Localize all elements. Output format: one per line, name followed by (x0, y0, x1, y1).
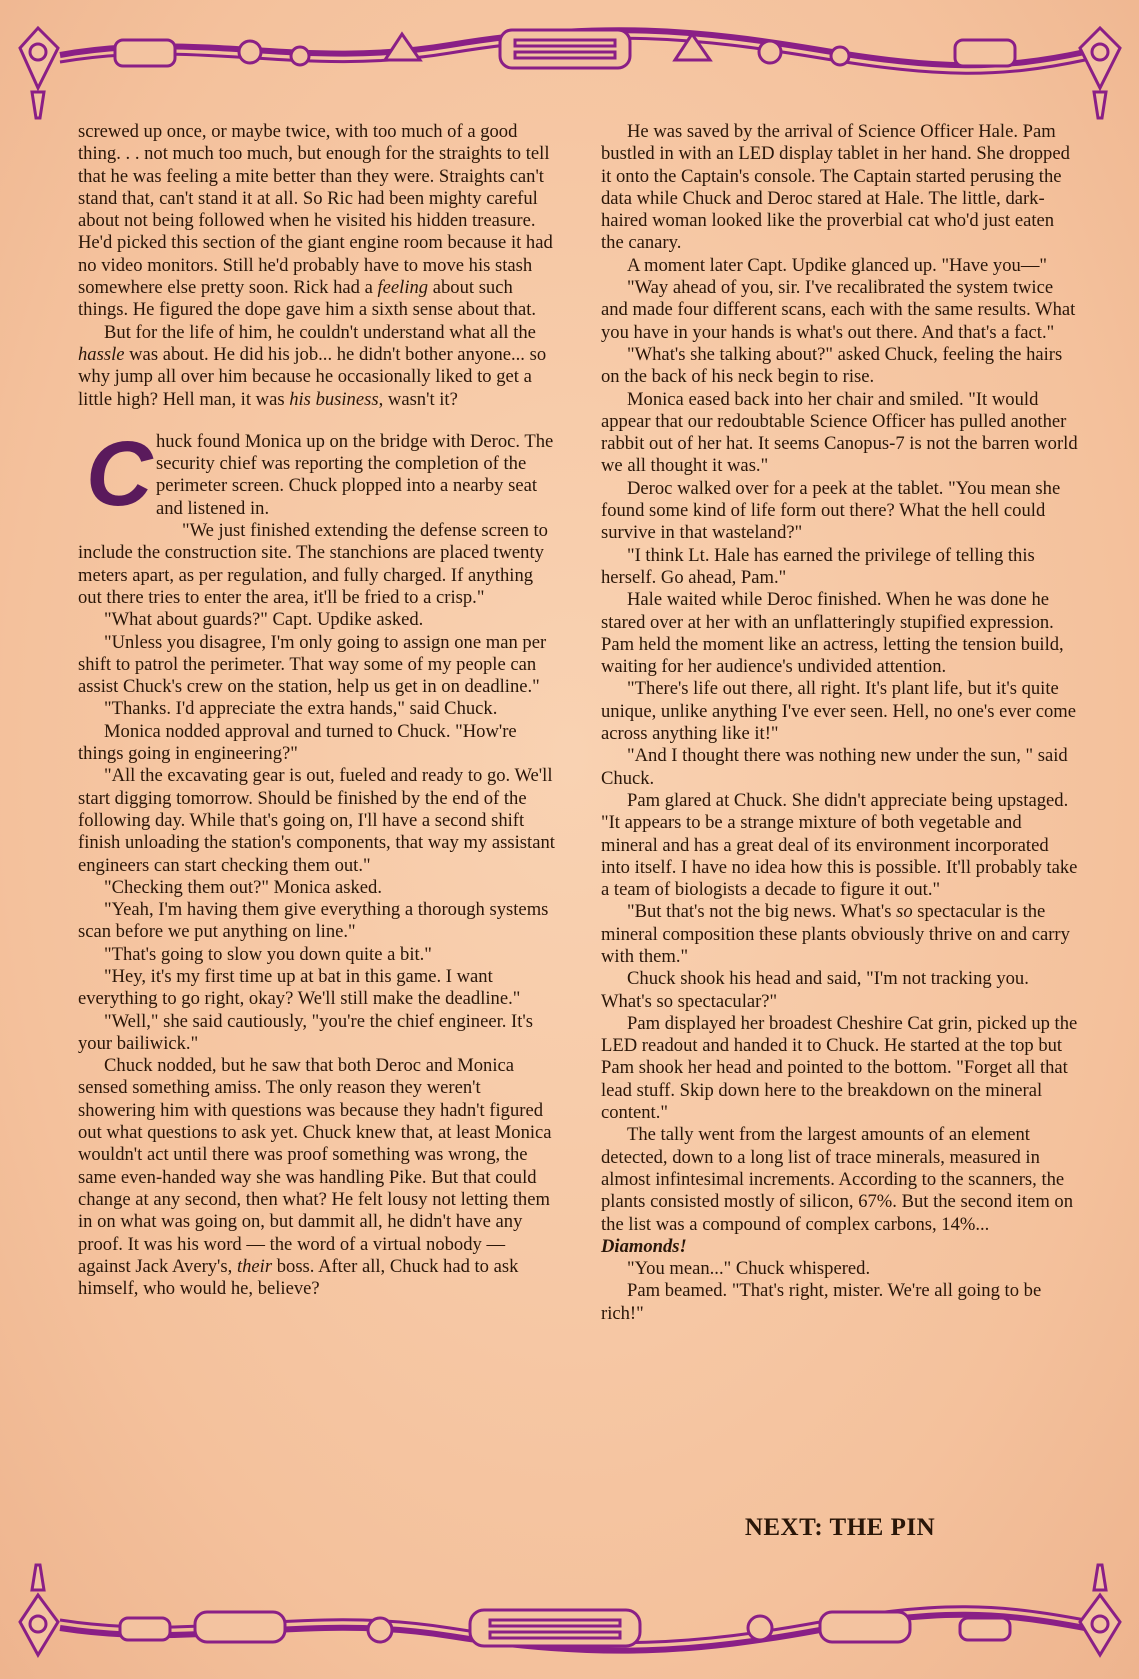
right-column (601, 121, 1079, 1325)
left-column (78, 121, 556, 1300)
left-paragraph-1: screwed up once, or maybe twice, with too much of a good thing. . . not much too much, but enough for the straights to tell that he was feeling a mite better than they were. Straights can't stand that, can't stand it at all. So Ric had been mighty careful about not being followed when he visited his hidden treasure. He'd picked this section of the giant engine room because it had no video monitors. Still he'd probably have to move his stash somewhere else pretty soon. Rick had a feeling about such things. He figured the dope gave him a sixth sense about that. (78, 121, 553, 321)
right-paragraph-6: Deroc walked over for a peek at the tablet. "You mean she found some kind of life form out there? What the hell could survive in that wasteland?" (601, 477, 1061, 544)
left-paragraph-8: Monica nodded approval and turned to Chuck. "How're things going in engineering?" (78, 720, 517, 765)
right-paragraph-13: Chuck shook his head and said, "I'm not tracking you. What's so spectacular?" (601, 968, 1029, 1012)
right-paragraph-16: "You mean..." Chuck whispered. (627, 1258, 871, 1280)
left-paragraph-13: "Hey, it's my first time up at bat in this game. I want everything to go right, okay? We'll still make the deadline." (78, 965, 521, 1010)
left-paragraph-12: "That's going to slow you down quite a bit." (104, 943, 432, 965)
right-paragraph-14: Pam displayed her broadest Cheshire Cat grin, picked up the LED readout and handed it to Chuck. He started at the top but Pam shook her head and pointed to the bottom. "Forget all that lead stuff. Skip down here to the breakdown on the mineral content." (601, 1012, 1078, 1124)
left-paragraph-9: "All the excavating gear is out, fueled and ready to go. We'll start digging tomorrow. Should be finished by the end of the following day. While that's going on, I'll have a second shift finish unloading the station's components, that way my assistant engineers can start checking them out." (78, 765, 555, 876)
right-paragraph-11: Pam glared at Chuck. She didn't appreciate being upstaged. "It appears to be a strange mixture of both vegetable and mineral and has a great deal of its environment incorporated into itself. I have no idea how this is possible. It'll probably take a team of biologists a decade to figure it out." (601, 789, 1078, 901)
right-paragraph-1: He was saved by the arrival of Science Officer Hale. Pam bustled in with an LED display tablet in her hand. She dropped it onto the Captain's console. The Captain started perusing the data while Chuck and Deroc stared at Hale. The little, dark-haired woman looked like the proverbial cat who'd just eaten the canary. (601, 121, 1070, 254)
left-paragraph-10: "Checking them out?" Monica asked. (104, 876, 383, 898)
next-episode-title: NEXT: THE PIN (744, 1514, 936, 1541)
left-paragraph-5: "What about guards?" Capt. Updike asked. (104, 609, 424, 631)
left-paragraph-6: "Unless you disagree, I'm only going to assign one man per shift to patrol the perimeter. That way some of my people can assist Chuck's crew on the station, help us get in on deadline." (78, 631, 547, 698)
right-paragraph-15: The tally went from the largest amounts of an element detected, down to a long list of trace minerals, measured in almost infintesimal increments. According to the scanners, the plants consisted mostly of silicon, 67%. But the second item on the list was a compound of complex carbons, 14%... Diamonds! (601, 1124, 1074, 1257)
right-paragraph-9: "There's life out there, all right. It's plant life, but it's quite unique, unlike anything I've ever seen. Hell, no one's ever come across anything like it!" (601, 678, 1077, 745)
right-paragraph-2: A moment later Capt. Updike glanced up. "Have you—" (627, 254, 1048, 276)
right-paragraph-7: "I think Lt. Hale has earned the privilege of telling this herself. Go ahead, Pam." (601, 544, 1035, 588)
left-paragraph-4: "We just finished extending the defense screen to include the construction site. The stanchions are placed twenty meters apart, as per regulation, and fully charged. If anything out there tries to enter the area, it'll be fried to a crisp." (78, 520, 548, 608)
left-paragraph-2: But for the life of him, he couldn't understand what all the hassle was about. He did his job... he didn't bother anyone... so why jump all over him because he occasionally liked to get a little high? Hell man, it was his business, wasn't it? (78, 321, 547, 410)
left-paragraph-3: Chuck found Monica up on the bridge with Deroc. The security chief was reporting the completion of the perimeter screen. Chuck plopped into a nearby seat and listened in. (86, 422, 554, 525)
left-paragraph-14: "Well," she said cautiously, "you're the chief engineer. It's your bailiwick." (78, 1010, 533, 1054)
left-paragraph-15: Chuck nodded, but he saw that both Deroc and Monica sensed something amiss. The only reason they weren't showering him with questions was because they hadn't figured out what questions to ask yet. Chuck knew that, at least Monica wouldn't act until there was proof something was wrong, the same even-handed way she was handling Pike. But that could change at any second, then what? He felt lousy not letting them in on what was going on, but dammit all, he didn't have any proof. It was his word — the word of a virtual nobody — against Jack Avery's, their boss. After all, Chuck had to ask himself, who would he, believe? (78, 1055, 552, 1300)
right-paragraph-8: Hale waited while Deroc finished. When he was done he stared over at her with an unflatteringly stupified expression. Pam held the moment like an actress, letting the tension build, waiting for her audience's undivided attention. (601, 589, 1064, 678)
right-paragraph-3: "Way ahead of you, sir. I've recalibrated the system twice and made four different scans, each with the same results. What you have in your hands is what's out there. And that's a fact." (601, 277, 1076, 343)
left-paragraph-7: "Thanks. I'd appreciate the extra hands," said Chuck. (104, 698, 498, 720)
drop-cap: C (86, 422, 153, 525)
right-paragraph-4: "What's she talking about?" asked Chuck, feeling the hairs on the back of his neck begin to rise. (601, 343, 1063, 388)
section-break (78, 422, 556, 525)
right-paragraph-5: Monica eased back into her chair and smiled. "It would appear that our redoubtable Science Officer has pulled another rabbit out of her hat. It seems Canopus-7 is not the barren world we all thought it was." (601, 388, 1078, 477)
right-paragraph-12: "But that's not the big news. What's so spectacular is the mineral composition these plants obviously thrive on and carry with them." (601, 901, 1070, 967)
right-paragraph-17: Pam beamed. "That's right, mister. We're all going to be rich!" (601, 1280, 1042, 1324)
right-paragraph-10: "And I thought there was nothing new under the sun, " said Chuck. (601, 745, 1068, 789)
story-page (78, 121, 1078, 1551)
left-paragraph-11: "Yeah, I'm having them give everything a thorough systems scan before we put anything on line." (78, 899, 549, 943)
